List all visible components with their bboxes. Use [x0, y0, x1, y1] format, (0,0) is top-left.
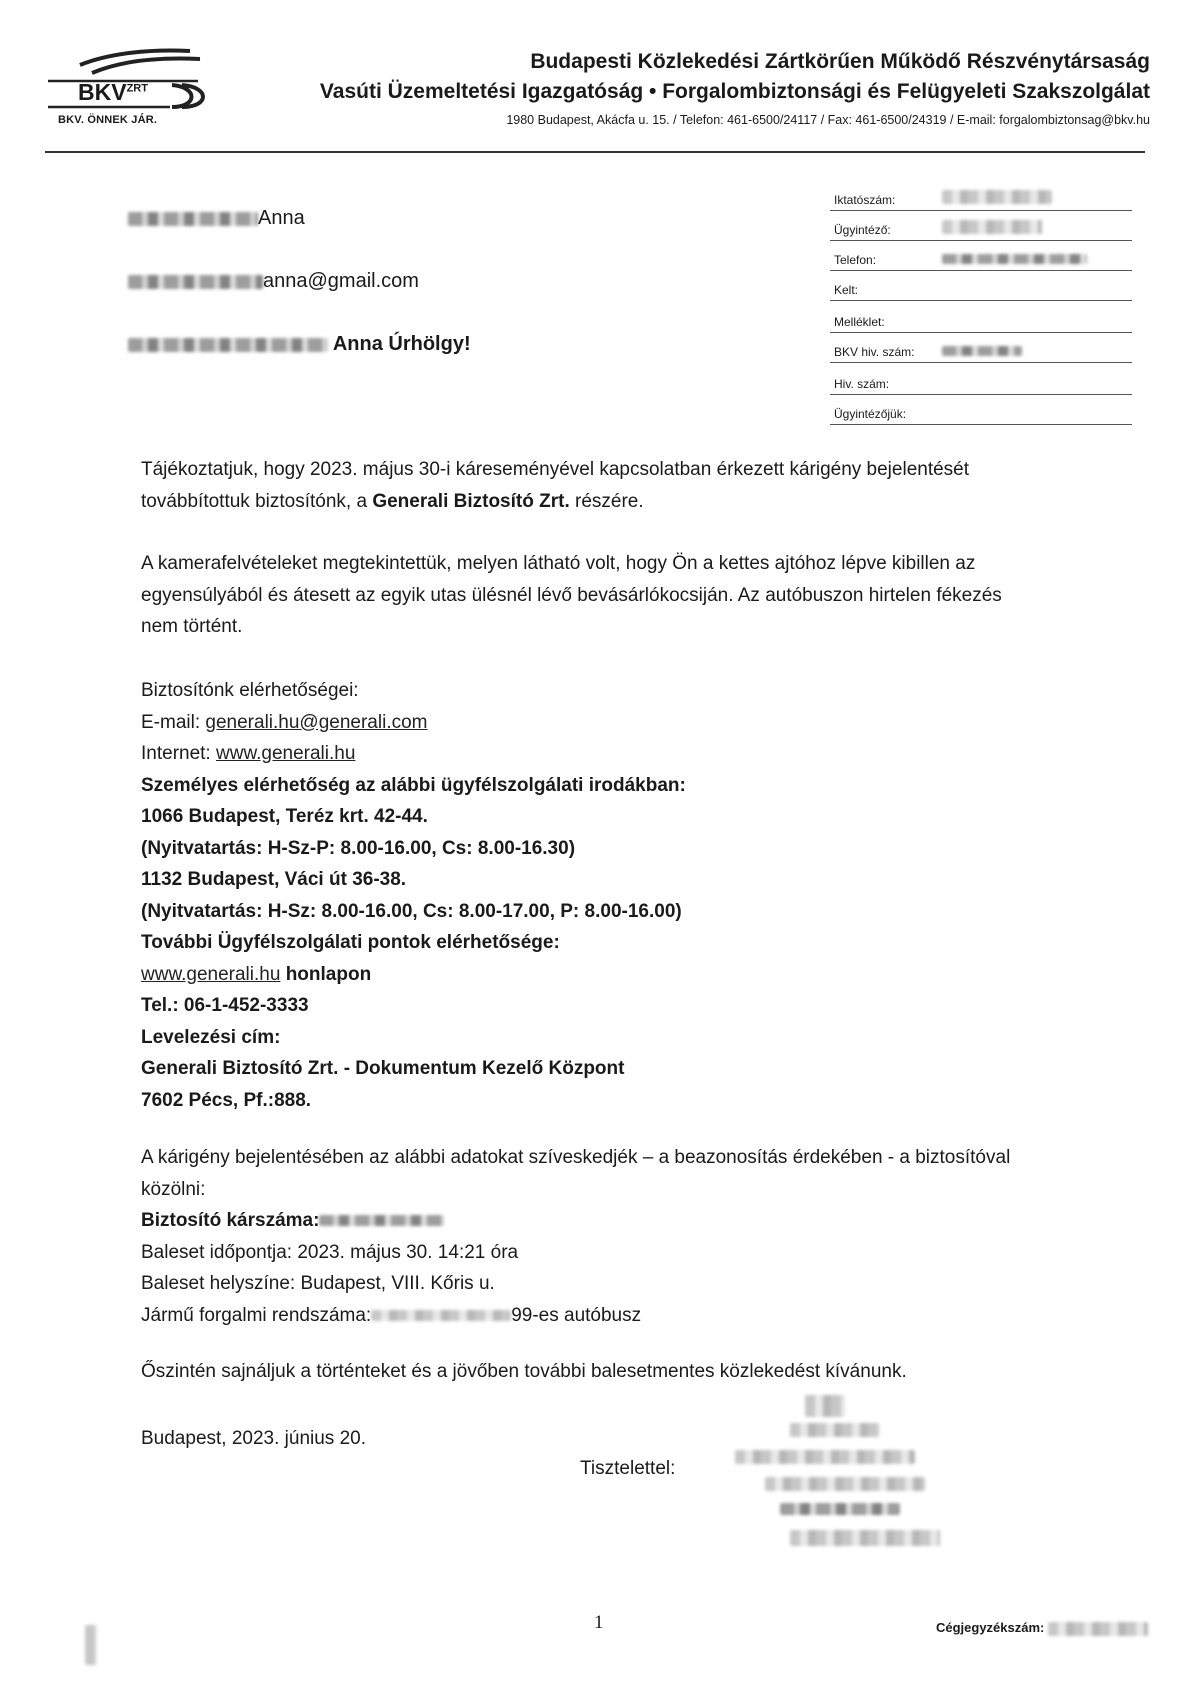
accident-place: Baleset helyszíne: Budapest, VIII. Kőris u. [141, 1273, 495, 1294]
accident-time: Baleset időpontja: 2023. május 30. 14:21 óra [141, 1241, 519, 1263]
redacted-salutation-name [128, 338, 328, 352]
ref-row-bkv-hiv-szam: BKV hiv. szám: [830, 332, 1132, 363]
insurer-email-link[interactable]: generali.hu@generali.com [205, 711, 428, 733]
redacted-surname [128, 212, 258, 226]
ref-row-kelt: Kelt: [830, 270, 1132, 301]
office1-hours: (Nyitvatartás: H-Sz-P: 8.00-16.00, Cs: 8.00-16.30) [141, 837, 576, 859]
closing-sentence: Őszintén sajnáljuk a történteket és a jövőben további balesetmentes közlekedést kívánunk. [141, 1361, 907, 1382]
more-points-link[interactable]: www.generali.hu [141, 963, 281, 985]
postal-address-line1: Generali Biztosító Zrt. - Dokumentum Kezelő Központ [141, 1058, 625, 1079]
ref-row-telefon: Telefon: [830, 240, 1132, 271]
insurer-contacts: Biztosítónk elérhetőségei: E-mail: generali.hu@generali.com Internet: www.generali.hu Személyes elérhetőség az alábbi ügyfélszolgálati irodákban: 1066 Budapest, Teréz krt. 42-44. (Nyitvatartás: H-Sz-P: 8.00-16.00, Cs: 8.00-16.30) 1132 Budapest, Váci út 36-38. (Nyitvatartás: H-Sz: 8.00-16.00, Cs: 8.00-17.00, P: 8.00-16.00) További Ügyfélszolgálati pontok elérhetősége: www.generali.hu honlapon Tel.: 06-1-452-3333 Levelezési cím: Generali Biztosító Zrt. - Dokumentum Kezelő Központ 7602 Pécs, Pf.:888. [141, 675, 1091, 1116]
insurer-name: Generali Biztosító Zrt. [372, 490, 570, 512]
company-name: Budapesti Közlekedési Zártkörűen Működő Részvénytársaság [530, 50, 1150, 73]
greeting: Tisztelettel: [580, 1458, 676, 1479]
paragraph-camera: A kamerafelvételeket megtekintettük, melyen látható volt, hogy Ön a kettes ajtóhoz lépve kibillen az egyensúlyából és átesett az egyik utas ülésnél lévő bevásárlókocsiján. Az autóbuszon hirtelen fékezés nem történt. [141, 553, 1002, 637]
ref-row-ugyintezo: Ügyintéző: [830, 210, 1132, 241]
postal-address-line2: 7602 Pécs, Pf.:888. [141, 1089, 312, 1111]
redacted-signature [735, 1395, 985, 1555]
ref-row-ugyintezojuk: Ügyintézőjük: [830, 394, 1132, 425]
redacted-registration-number [1048, 1622, 1148, 1636]
page-number: 1 [594, 1612, 604, 1633]
claim-details: A kárigény bejelentésében az alábbi adatokat szíveskedjék – a beazonosítás érdekében - a biztosítóval közölni: Biztosító kárszáma: Baleset időpontja: 2023. május 30. 14:21 óra Baleset helyszíne: Budapest, VIII. Kőris u. Jármű forgalmi rendszáma: 99-es autóbusz [141, 1142, 1091, 1331]
letter-date: Budapest, 2023. június 20. [141, 1428, 367, 1449]
redacted-claim-number [319, 1215, 444, 1226]
header-divider [45, 151, 1145, 153]
recipient-email: anna@gmail.com [128, 270, 419, 293]
ref-row-iktatoszam: Iktatószám: [830, 180, 1132, 211]
recipient-name: Anna [128, 207, 305, 230]
footer-mark [85, 1625, 97, 1665]
insurer-website-link[interactable]: www.generali.hu [216, 743, 356, 764]
logo-tagline: BKV. ÖNNEK JÁR. [58, 114, 158, 126]
insurer-phone: Tel.: 06-1-452-3333 [141, 995, 309, 1016]
redacted-plate [371, 1310, 511, 1321]
ref-row-melleklet: Melléklet: [830, 302, 1132, 333]
salutation: Anna Úrhölgy! [128, 333, 471, 356]
office1-address: 1066 Budapest, Teréz krt. 42-44. [141, 806, 428, 827]
contact-line: 1980 Budapest, Akácfa u. 15. / Telefon: 461-6500/24117 / Fax: 461-6500/24319 / E-mail: forgalombiztonsag@bkv.hu [506, 113, 1150, 127]
logo-text: $BKV^{ZRT}$ [78, 79, 148, 105]
division-name: Vasúti Üzemeltetési Igazgatóság • Forgalombiztonsági és Felügyeleti Szakszolgálat [319, 80, 1150, 103]
company-registration: Cégjegyzékszám: [936, 1620, 1148, 1636]
reference-table [830, 180, 1132, 430]
redacted-email-prefix [128, 275, 263, 289]
paragraph-forwarded: Tájékoztatjuk, hogy 2023. május 30-i káreseményével kapcsolatban érkezett kárigény bejelentését továbbítottuk biztosítónk, a Generali Biztosító Zrt. részére. [141, 459, 970, 512]
ref-row-hiv-szam: Hiv. szám: [830, 364, 1132, 395]
office2-hours: (Nyitvatartás: H-Sz: 8.00-16.00, Cs: 8.00-17.00, P: 8.00-16.00) [141, 900, 682, 922]
office2-address: 1132 Budapest, Váci út 36-38. [141, 869, 407, 890]
